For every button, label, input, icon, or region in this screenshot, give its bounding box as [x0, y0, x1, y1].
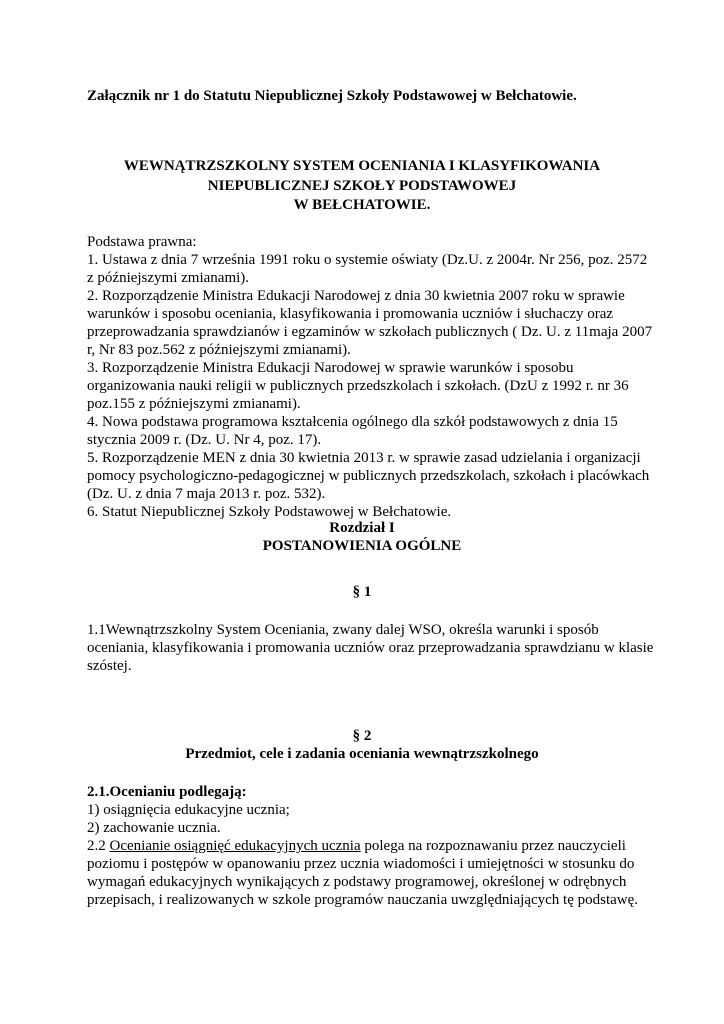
section-mark-2: § 2 [352, 728, 372, 744]
paragraph-line: przepisach, i realizowanych w szkole programów nauczania uwzględniających tę podstawę. [87, 892, 639, 908]
section-2-title: Przedmiot, cele i zadania oceniania wewnątrzszkolnego [185, 746, 539, 762]
title-line-2: NIEPUBLICZNEJ SZKOŁY PODSTAWOWEJ [207, 178, 517, 194]
paragraph-text: polega na rozpoznawaniu przez nauczycieli [360, 838, 626, 854]
annex-header: Załącznik nr 1 do Statutu Niepublicznej Szkoły Podstawowej w Bełchatowie. [87, 88, 577, 104]
chapter-title: POSTANOWIENIA OGÓLNE [262, 538, 462, 554]
section-1-line: 1.1Wewnątrzszkolny System Oceniania, zwany dalej WSO, określa warunki i sposób [87, 622, 599, 638]
chapter-label: Rozdział I [329, 520, 395, 536]
section-1-line: oceniania, klasyfikowania i promowania uczniów oraz przeprowadzania sprawdzianu w klasie [87, 640, 654, 656]
paragraph-number: 2.2 [87, 838, 110, 854]
paragraph-line: wymagań edukacyjnych wynikających z podstawy programowej, określonej w odrębnych [87, 874, 627, 890]
section-1-line: szóstej. [87, 658, 132, 674]
legal-line: z późniejszymi zmianami). [87, 270, 250, 286]
legal-line: 5. Rozporządzenie MEN z dnia 30 kwietnia 2013 r. w sprawie zasad udzielania i organizacji [87, 450, 641, 466]
legal-line: warunków i sposobu oceniania, klasyfikowania i promowania uczniów i słuchaczy oraz [87, 306, 614, 322]
legal-line: r, Nr 83 poz.562 z późniejszymi zmianami). [87, 342, 351, 358]
legal-line: organizowania nauki religii w publicznych przedszkolach i szkołach. (DzU z 1992 r. nr 36 [87, 378, 629, 394]
section-mark-1: § 1 [352, 584, 372, 600]
list-item: 2) zachowanie ucznia. [87, 820, 221, 836]
legal-line: 3. Rozporządzenie Ministra Edukacji Narodowej w sprawie warunków i sposobu [87, 360, 574, 376]
legal-line: 4. Nowa podstawa programowa kształcenia ogólnego dla szkół podstawowych z dnia 15 [87, 414, 618, 430]
paragraph-2-2-first-line [87, 838, 626, 855]
legal-line: 1. Ustawa z dnia 7 września 1991 roku o systemie oświaty (Dz.U. z 2004r. Nr 256, poz. 2572 [87, 252, 648, 268]
list-item: 1) osiągnięcia edukacyjne ucznia; [87, 802, 290, 818]
legal-line: przeprowadzania sprawdzianów i egzaminów w szkołach publicznych ( Dz. U. z 11maja 2007 [87, 324, 653, 340]
legal-line: stycznia 2009 r. (Dz. U. Nr 4, poz. 17). [87, 432, 322, 448]
legal-line: poz.155 z późniejszymi zmianami). [87, 396, 301, 412]
title-line-1: WEWNĄTRZSZKOLNY SYSTEM OCENIANIA I KLASYFIKOWANIA [123, 158, 601, 174]
legal-line: pomocy psychologiczno-pedagogicznej w publicznych przedszkolach, szkołach i placówkach [87, 468, 650, 484]
underlined-term: Ocenianie osiągnięć edukacyjnych ucznia [109, 838, 361, 854]
legal-line: (Dz. U. z dnia 7 maja 2013 r. poz. 532). [87, 486, 326, 502]
legal-basis-heading: Podstawa prawna: [87, 234, 197, 250]
legal-line: 2. Rozporządzenie Ministra Edukacji Narodowej z dnia 30 kwietnia 2007 roku w sprawie [87, 288, 625, 304]
paragraph-line: poziomu i postępów w opanowaniu przez ucznia wiadomości i umiejętności w stosunku do [87, 856, 635, 872]
subsection-heading: 2.1.Ocenianiu podlegają: [87, 784, 247, 800]
title-line-3: W BEŁCHATOWIE. [293, 197, 431, 213]
legal-line: 6. Statut Niepublicznej Szkoły Podstawowej w Bełchatowie. [87, 504, 452, 520]
